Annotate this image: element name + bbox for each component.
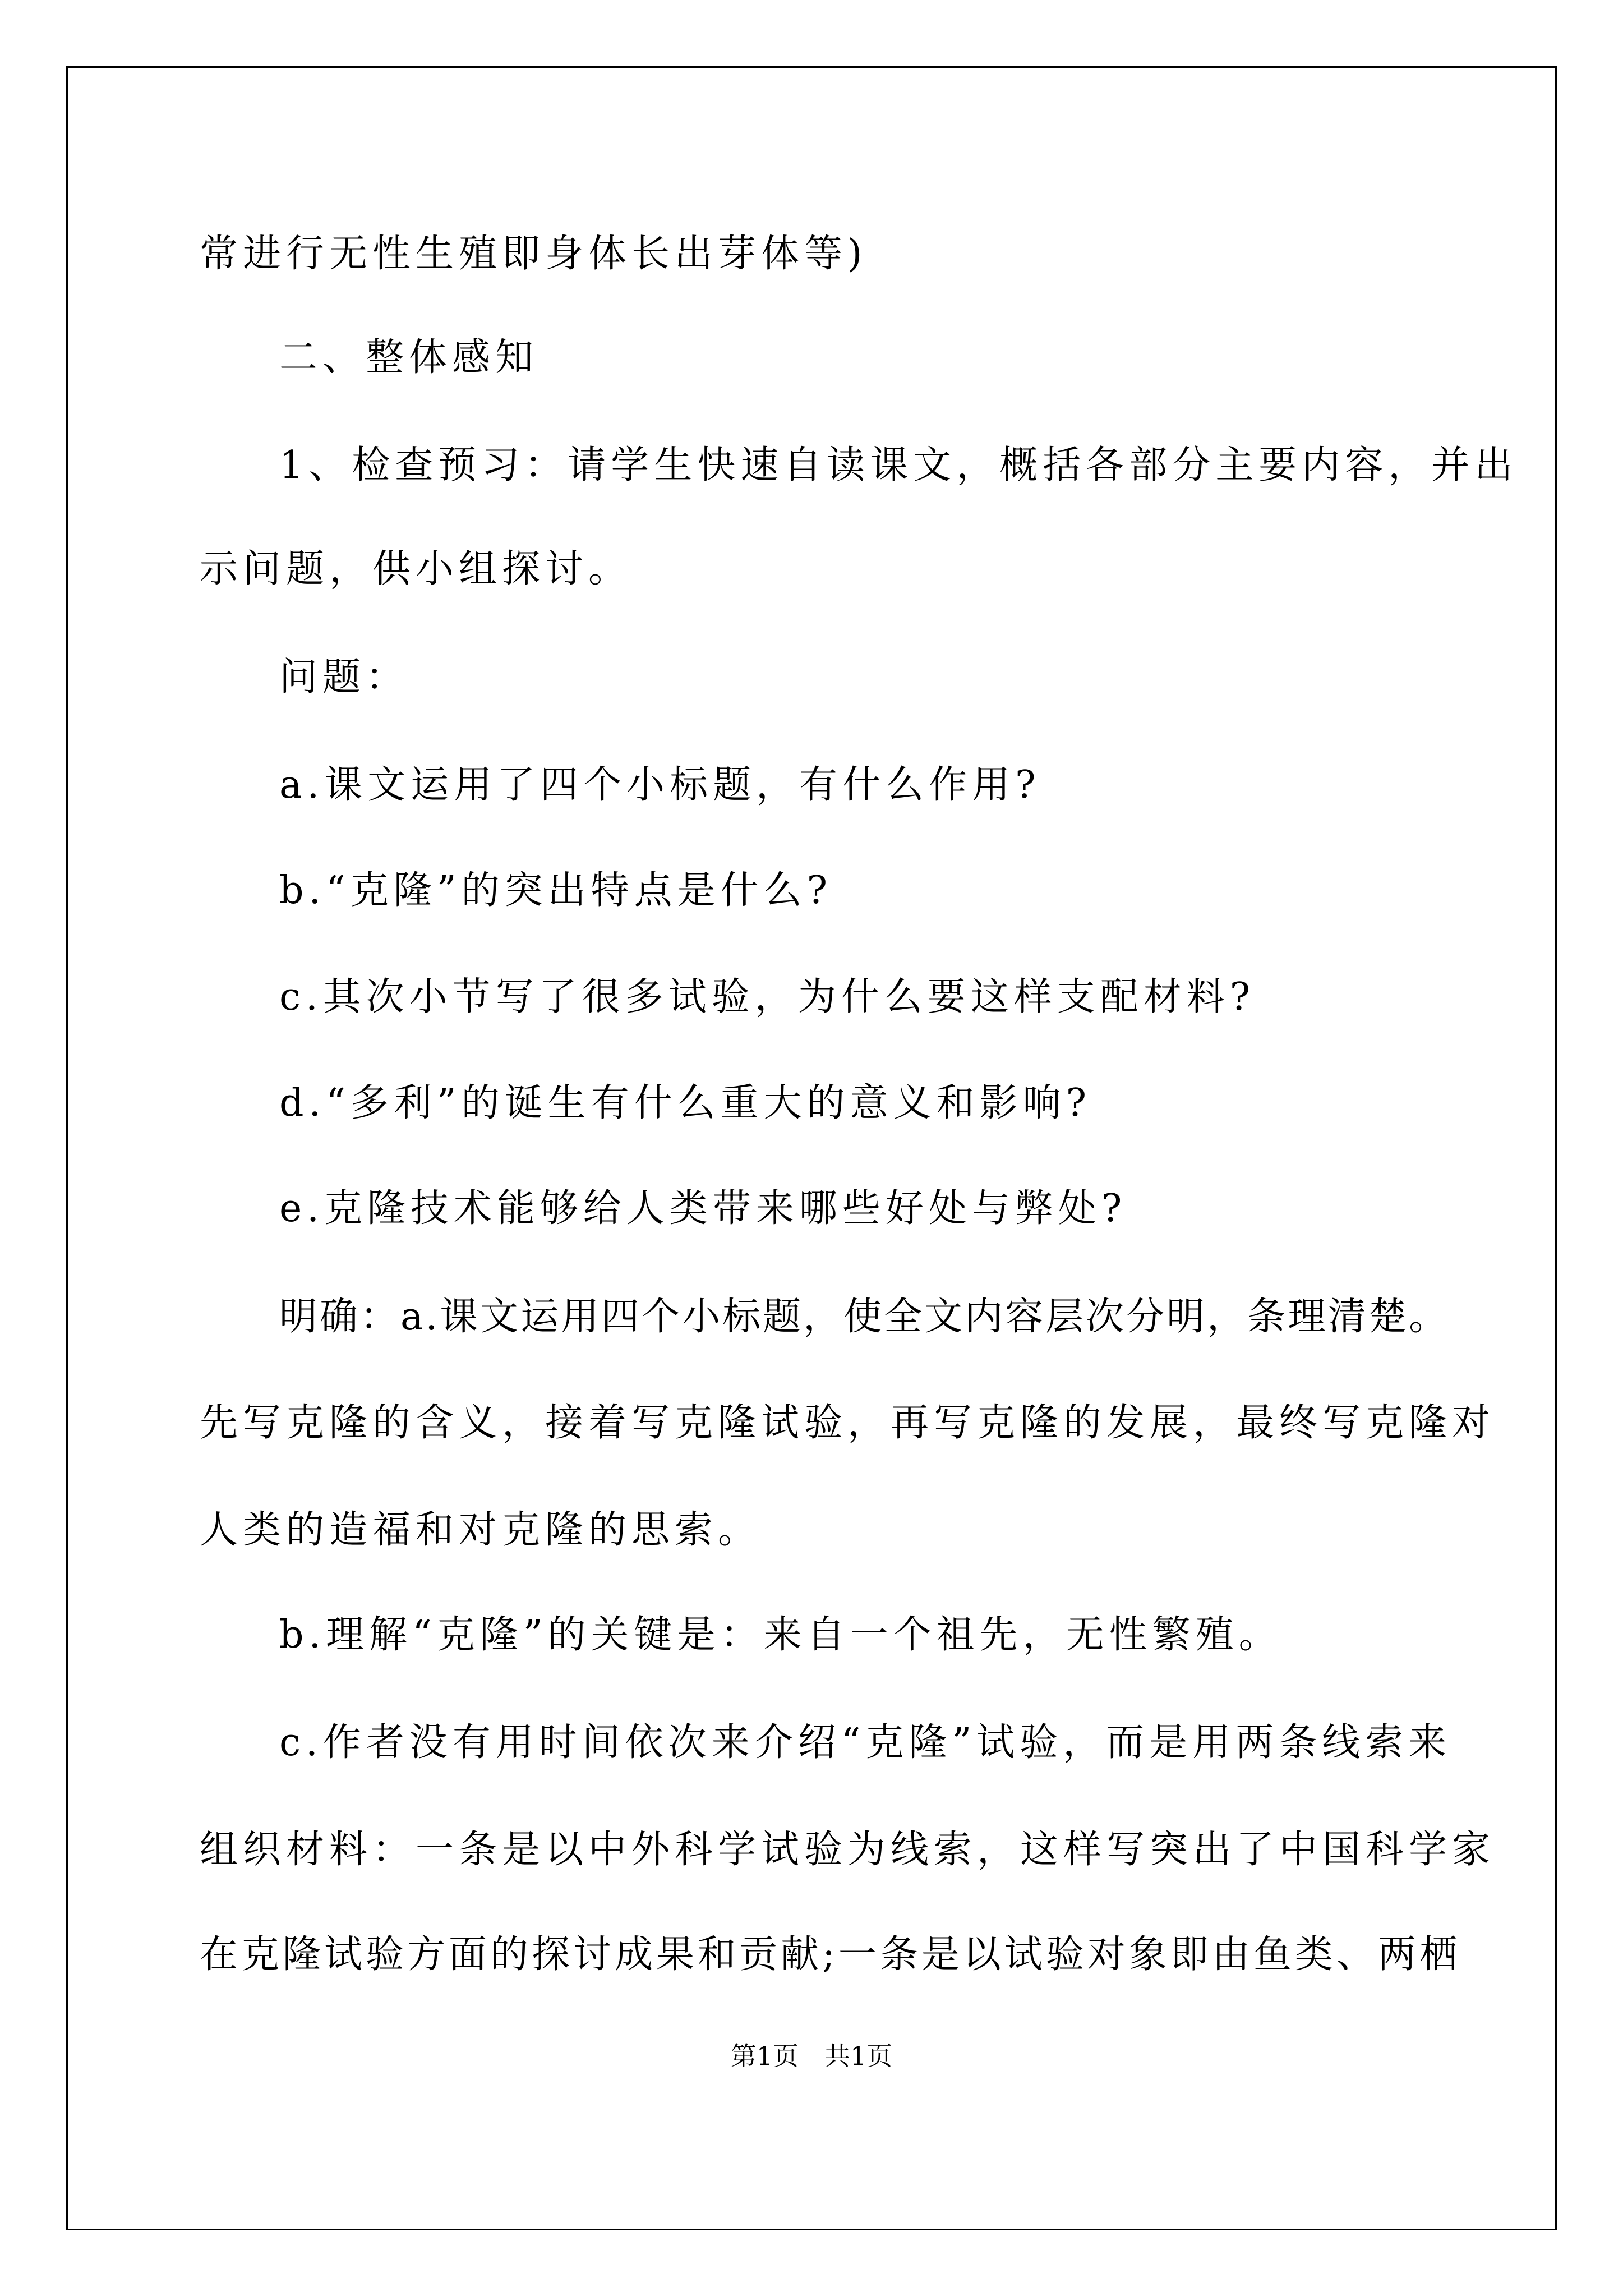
- answer-a-line-1: 明确：a.课文运用四个小标题，使全文内容层次分明，条理清楚。: [279, 1295, 1450, 1339]
- text-line-1: 常进行无性生殖即身体长出芽体等): [200, 232, 868, 276]
- question-c: c.其次小节写了很多试验，为什么要这样支配材料?: [279, 975, 1256, 1019]
- question-b: b.“克隆”的突出特点是什么?: [279, 868, 833, 913]
- text-line-3: 1、检查预习：请学生快速自读课文，概括各部分主要内容，并出: [279, 443, 1518, 487]
- page-border: [66, 66, 1557, 2230]
- answer-a-line-3: 人类的造福和对克隆的思索。: [200, 1508, 762, 1552]
- answer-c-line-1: c.作者没有用时间依次来介绍“克隆”试验，而是用两条线索来: [279, 1720, 1452, 1765]
- answer-c-line-2: 组织材料：一条是以中外科学试验为线索，这样写突出了中国科学家: [200, 1828, 1496, 1872]
- page-number-footer: 第1页 共1页: [730, 2041, 893, 2071]
- question-a: a.课文运用了四个小标题，有什么作用?: [279, 763, 1041, 807]
- answer-b: b.理解“克隆”的关键是：来自一个祖先，无性繁殖。: [279, 1613, 1282, 1657]
- question-d: d.“多利”的诞生有什么重大的意义和影响?: [279, 1081, 1092, 1125]
- section-heading: 二、整体感知: [279, 335, 539, 380]
- question-e: e.克隆技术能够给人类带来哪些好处与弊处?: [279, 1186, 1127, 1231]
- text-line-4: 示问题，供小组探讨。: [200, 547, 632, 591]
- answer-a-line-2: 先写克隆的含义，接着写克隆试验，再写克隆的发展，最终写克隆对: [200, 1401, 1496, 1445]
- questions-label: 问题：: [279, 655, 409, 700]
- answer-c-line-3: 在克隆试验方面的探讨成果和贡献;一条是以试验对象即由鱼类、两栖: [200, 1932, 1461, 1977]
